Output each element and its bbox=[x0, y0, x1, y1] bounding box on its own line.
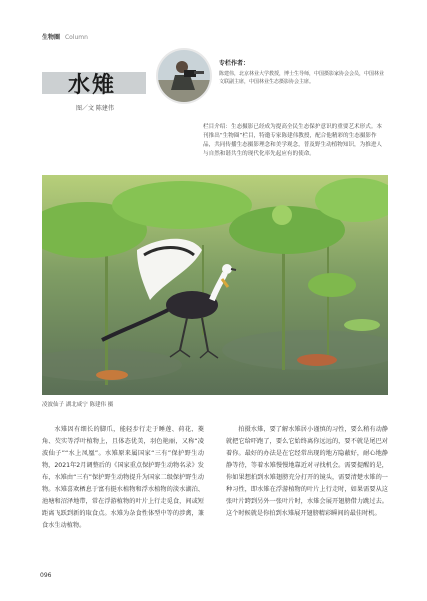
article-byline: 图／文 陈建伟 bbox=[76, 105, 114, 112]
column-label bbox=[42, 32, 88, 41]
author-heading: 专栏作者： bbox=[219, 60, 250, 67]
pheasant-tailed-jacana-photo bbox=[42, 175, 388, 395]
body-left-column: 水雉因有细长的脚爪，能轻步行走于睡莲、荷花、菱角、芡实等浮叶植物上，且体态优美，羽色艳丽，又称“凌波仙子”“水上凤凰”。水雉原来属国家“三有”保护野生动物，2021年2月调整后的《国家重点保护野生动物名录》发布，水雉由“三有”保护野生动物提升为国家二级保护野生动物。水雉喜欢栖息于富有挺水植物和浮水植物的淡水湖泊、池塘和沼泽地带，常在浮游植物的叶片上行走觅食，间或短距离飞跃到新的取食点。水雉为杂食性体型中等的涉禽，兼食水生动植物。 bbox=[42, 426, 204, 529]
column-intro: 栏目介绍：生态摄影已经成为提高全民生态保护意识的重要艺术形式。本刊推出“生物圈”栏目，特邀专家陈建伟教授，配合他精彩的生态摄影作品，共同传播生态摄影理念和美学观念，普及野生动植物知识，为推进人与自然和谐共生的现代化率先起应有的使命。 bbox=[203, 124, 383, 157]
column-name: 生物圈 bbox=[42, 34, 61, 41]
photo-caption: 凌波仙子 湖北咸宁 陈建伟 摄 bbox=[42, 402, 114, 408]
author-avatar bbox=[158, 50, 210, 102]
body-right-column: 拍摄水雉，要了解水雉居小谨慎的习性，要么稍有动静就把它给吓跑了，要么它始终离你远远的，要不就是尾巴对着你。最好的办法是在它经常出现的地方隐蔽好，耐心地静静等待，等着水雉慢慢地靠近对寻找机会。需要提醒的是，你如果想拍到水雉翅膀充分打开的镜头，需要清楚水雉的一种习性，即水雉在浮游植物的叶片上行走时，如果需要从这张叶片跨到另外一张叶片时，水雉会展开翅膀借力跳过去。这个时候就是你拍到水雉展开翅膀精彩瞬间的最佳时机。 bbox=[226, 426, 388, 517]
page-number: 096 bbox=[40, 572, 52, 579]
author-photo-image bbox=[158, 50, 210, 102]
article-title: 水雉 bbox=[68, 72, 117, 98]
photo-illustration bbox=[42, 175, 388, 395]
author-bio: 陈建伟，北京林业大学教授，博士生导师，中国摄影家协会会员，中国林业文联副主席，中国林业生态摄影协会主席。 bbox=[219, 71, 385, 85]
column-name-en: Column bbox=[64, 34, 88, 41]
